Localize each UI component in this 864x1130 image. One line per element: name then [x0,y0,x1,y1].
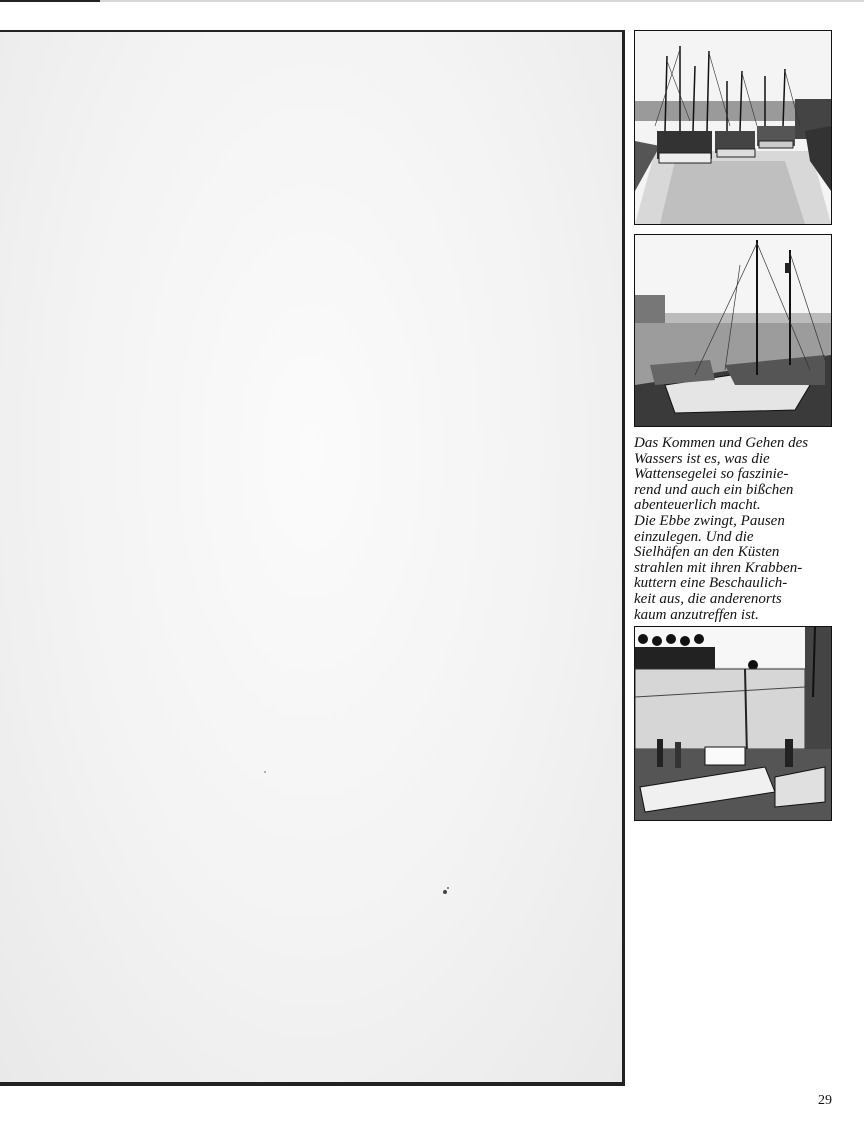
photo-caption [634,436,834,623]
main-photo-faded [0,30,625,1086]
photo-sailboats-low-tide [634,234,832,427]
caption-line: kuttern eine Beschaulich- [634,575,788,592]
top-rule [0,0,864,2]
caption-line: Wassers ist es, was die [634,450,770,467]
main-photo-speckles [0,32,620,1082]
caption-line: keit aus, die anderenorts [634,590,782,607]
caption-line: Sielhäfen an den Küsten [634,544,780,561]
caption-line: Das Kommen und Gehen des [634,435,809,451]
caption-line: Die Ebbe zwingt, Pausen [634,512,785,529]
top-rule-dark-segment [0,0,100,2]
caption-line: Wattensegelei so faszinie- [634,466,789,483]
photo-lock-with-spectators [634,626,832,821]
caption-line: abenteuerlich macht. [634,497,761,514]
caption-line: strahlen mit ihren Krabben- [634,559,803,576]
caption-line: kaum anzutreffen ist. [634,606,759,623]
page-number: 29 [818,1093,832,1108]
photo-harbor-cutters [634,30,832,225]
caption-line: rend und auch ein bißchen [634,481,794,498]
caption-line: einzulegen. Und die [634,528,754,545]
